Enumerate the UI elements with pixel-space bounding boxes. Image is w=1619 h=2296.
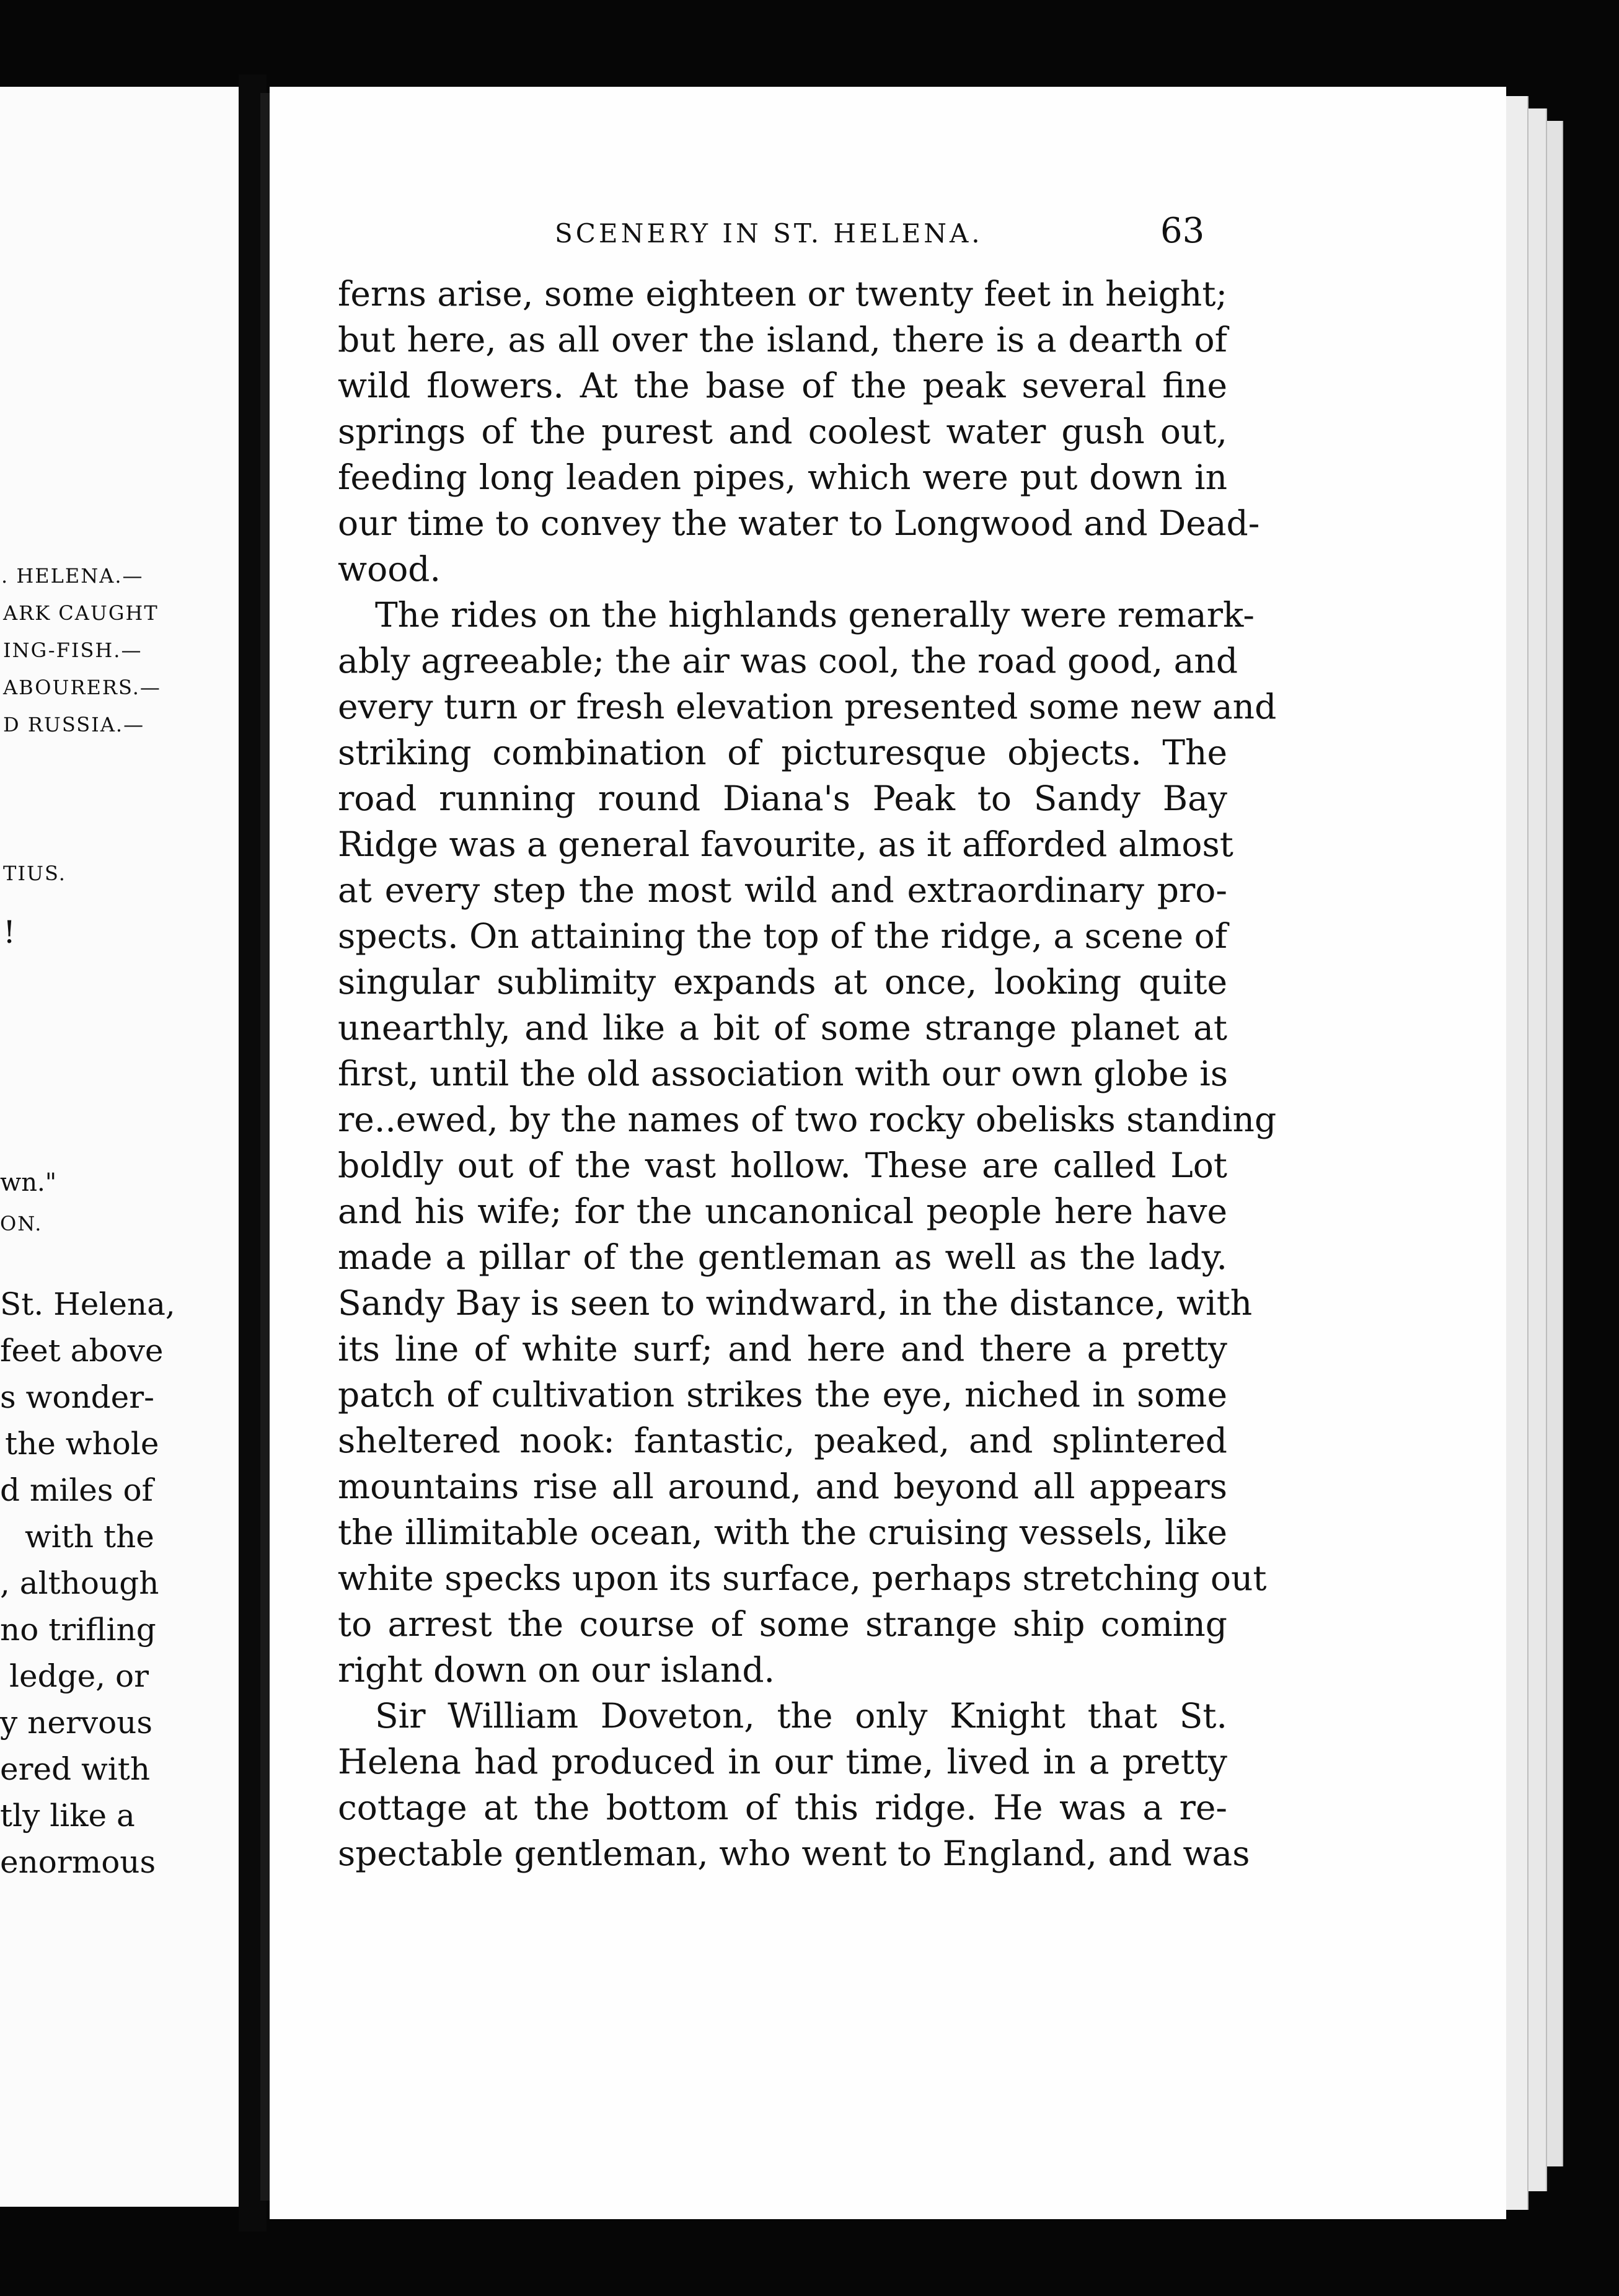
left-page [0, 87, 242, 2207]
text-line: Sandy Bay is seen to windward, in the distance, with [338, 1283, 1253, 1323]
text-line: springs of the purest and coolest water gush out, [338, 412, 1227, 451]
text-line: striking combination of picturesque objects. The [338, 733, 1227, 772]
text-line: wood. [338, 549, 441, 589]
text-line: every turn or fresh elevation presented some new and [338, 687, 1277, 726]
left-body-line: ered with [0, 1751, 151, 1787]
left-body-line: with the [25, 1519, 154, 1555]
left-heading-line: ARK CAUGHT [3, 601, 159, 625]
text-line: Helena had produced in our time, lived in a pretty [338, 1742, 1227, 1782]
text-line: cottage at the bottom of this ridge. He was a re- [338, 1788, 1227, 1827]
text-line: mountains rise all around, and beyond all appears [338, 1467, 1227, 1506]
text-line: ferns arise, some eighteen or twenty feet in height; [338, 274, 1227, 314]
text-line: Sir William Doveton, the only Knight that St. [375, 1696, 1227, 1736]
text-line: made a pillar of the gentleman as well as the lady. [338, 1237, 1227, 1277]
text-line: unearthly, and like a bit of some strange planet at [338, 1008, 1227, 1048]
page-edge [1506, 96, 1529, 2210]
text-line: Ridge was a general favourite, as it afforded almost [338, 824, 1233, 864]
text-line: re..ewed, by the names of two rocky obelisks standing [338, 1100, 1277, 1139]
left-heading-line: ! [3, 914, 16, 950]
running-head: SCENERY IN ST. HELENA. [555, 218, 983, 249]
left-body-line: ledge, or [9, 1658, 149, 1694]
text-line: white specks upon its surface, perhaps stretching out [338, 1558, 1267, 1598]
text-line: first, until the old association with our own globe is [338, 1054, 1229, 1093]
left-heading-line: ABOURERS.— [3, 676, 161, 699]
left-heading-line: D RUSSIA.— [3, 713, 145, 736]
left-heading-line: wn." [0, 1168, 57, 1197]
text-line: sheltered nook: fantastic, peaked, and splintered [338, 1421, 1227, 1460]
text-line: road running round Diana's Peak to Sandy Bay [338, 779, 1227, 818]
text-line: to arrest the course of some strange ship coming [338, 1604, 1227, 1644]
text-line: singular sublimity expands at once, looking quite [338, 962, 1227, 1002]
text-line: spects. On attaining the top of the ridge, a scene of [338, 916, 1228, 956]
text-line: The rides on the highlands generally were remark- [375, 595, 1255, 635]
left-body-line: enormous [0, 1844, 156, 1880]
left-heading-line: ING-FISH.— [3, 638, 143, 662]
text-line: right down on our island. [338, 1650, 775, 1690]
text-line: but here, as all over the island, there is a dearth of [338, 320, 1227, 360]
left-body-line: , although [0, 1565, 159, 1601]
left-body-line: no trifling [0, 1612, 156, 1648]
text-line: and his wife; for the uncanonical people here have [338, 1191, 1227, 1231]
left-body-line: feet above [0, 1333, 164, 1369]
left-body-line: d miles of [0, 1472, 154, 1508]
text-line: at every step the most wild and extraordinary pro- [338, 870, 1227, 910]
left-body-line: y nervous [0, 1705, 153, 1741]
left-body-line: s wonder- [0, 1379, 155, 1415]
left-body-line: the whole [5, 1426, 159, 1462]
text-line: spectable gentleman, who went to England, and was [338, 1834, 1250, 1873]
page-number: 63 [1160, 211, 1205, 251]
left-body-line: St. Helena, [0, 1286, 175, 1322]
left-heading-line: ON. [0, 1212, 43, 1235]
text-line: wild flowers. At the base of the peak several fine [338, 366, 1227, 405]
text-line: boldly out of the vast hollow. These are called Lot [338, 1146, 1227, 1185]
page-edge [1527, 108, 1547, 2191]
page-edge [1546, 121, 1563, 2166]
text-line: the illimitable ocean, with the cruising vessels, like [338, 1512, 1227, 1552]
text-line: feeding long leaden pipes, which were put down in [338, 457, 1227, 497]
text-line: patch of cultivation strikes the eye, niched in some [338, 1375, 1227, 1415]
left-heading-line: TIUS. [3, 862, 66, 885]
text-line: our time to convey the water to Longwood and Dead- [338, 503, 1260, 543]
text-line: its line of white surf; and here and there a pretty [338, 1329, 1227, 1369]
left-heading-line: . HELENA.— [1, 564, 144, 588]
text-line: ably agreeable; the air was cool, the road good, and [338, 641, 1238, 681]
left-body-line: tly like a [0, 1798, 135, 1834]
